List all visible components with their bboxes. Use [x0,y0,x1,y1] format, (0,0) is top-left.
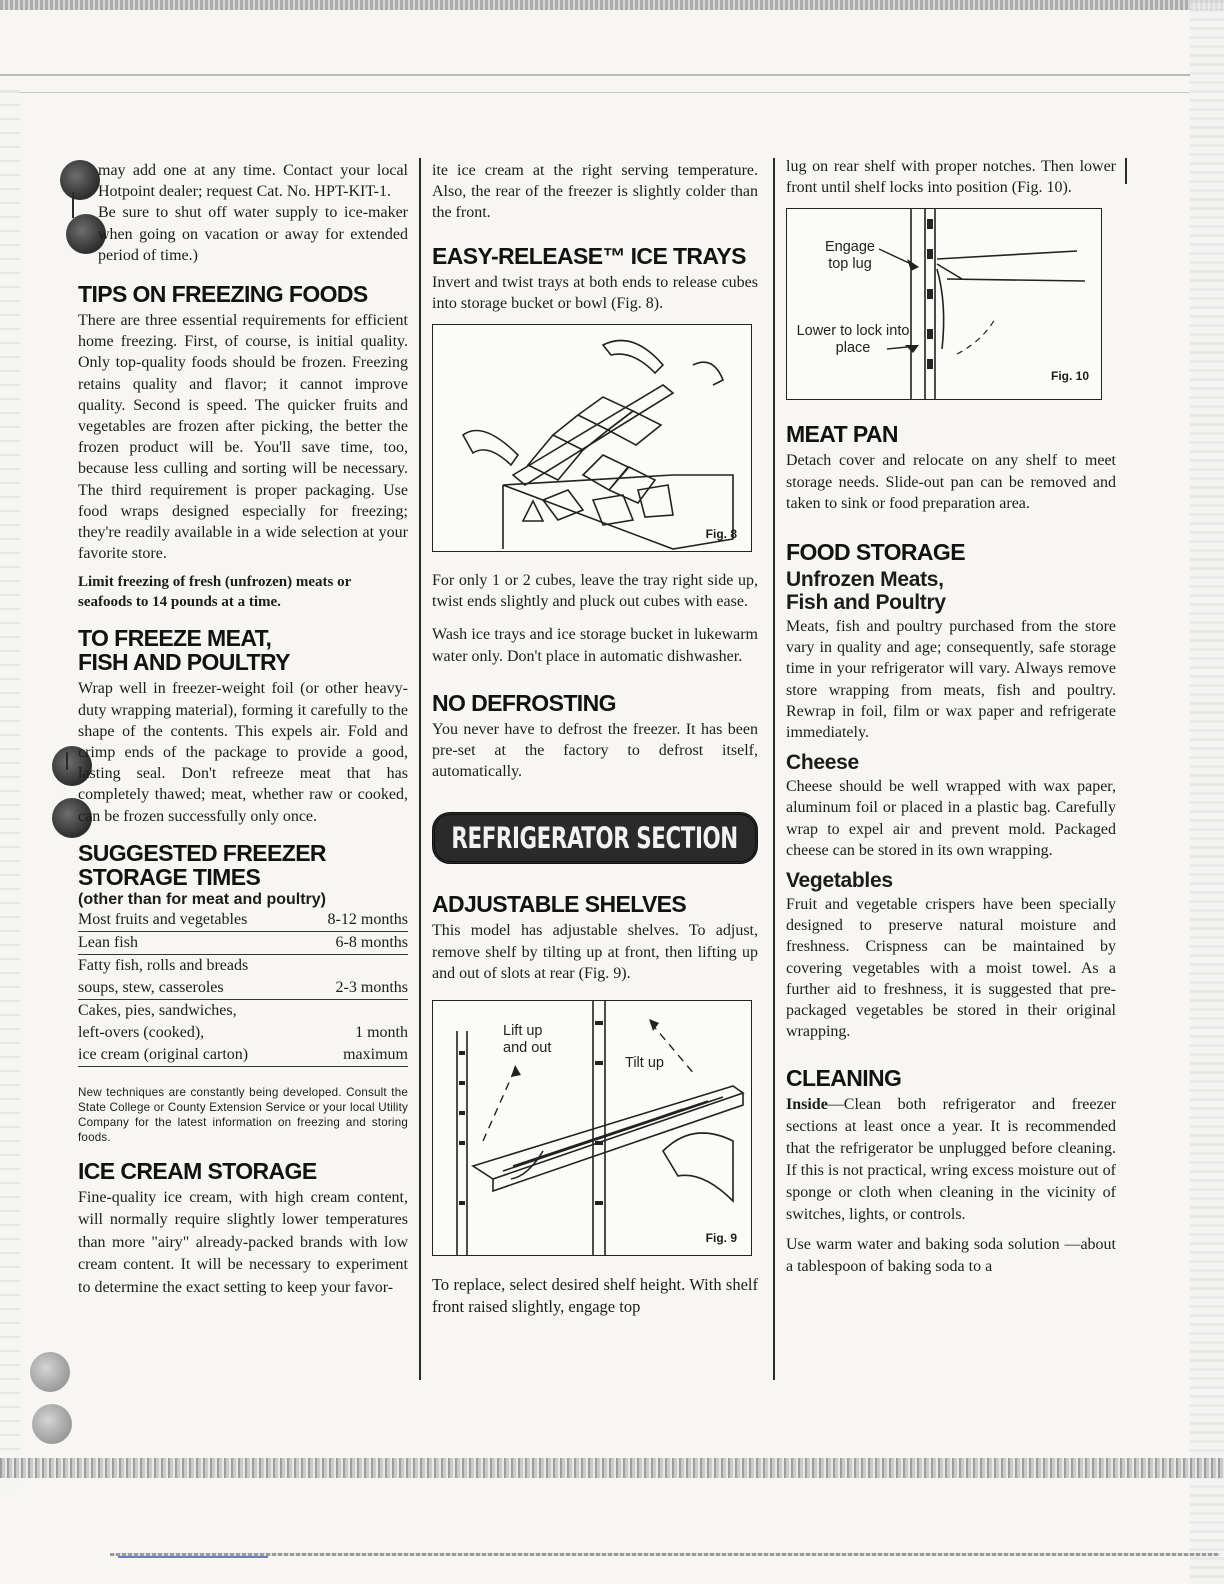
lower-label: Lower to lock into place [796,323,910,357]
column-right [786,156,1116,1278]
table-row [78,1022,408,1044]
table-cell: 2-3 months [302,977,408,1000]
table-row [78,931,408,954]
figure-10 [786,208,1102,400]
section-title-no-defrost: NO DEFROSTING [432,689,616,716]
title-line: Fish and Poultry [786,591,946,615]
binder-line [66,752,68,770]
section-title-meat-pan: MEAT PAN [786,421,898,448]
continued-paragraph: ite ice cream at the right serving temperature. Also, the rear of the freezer is slightly colder than the front. [432,162,758,222]
wash-paragraph: Wash ice trays and ice storage bucket in lukewarm water only. Don't place in automatic dishwasher. [432,626,758,665]
binder-line [72,192,74,218]
table-row [78,954,408,977]
no-defrost-paragraph: You never have to defrost the freezer. It has been pre-set at the factory to defrost itself, automatically. [432,720,758,781]
column-separator [773,158,775,1380]
ice-cream-paragraph: Fine-quality ice cream, with high cream content, will normally require slightly lower temperatures than more "airy" already-packed brands with low cream content. It will be necessary to experiment to determine the exact setting to keep your favor- [78,1188,408,1296]
intro-paragraph: may add one at any time. Contact your local Hotpoint dealer; request Cat. No. HPT-KIT-1. [98,162,408,201]
scan-rule [0,74,1190,76]
soda-paragraph: Use warm water and baking soda solution —about a tablespoon of baking soda to a [786,1236,1116,1276]
section-title-freeze [78,626,408,674]
ice-tray-illustration [433,325,751,551]
title-line: Unfrozen Meats, [786,568,944,592]
figure-8-label: Fig. 8 [705,527,737,542]
table-row [78,977,408,1000]
scan-edge-right [1190,0,1224,1584]
table-row [78,1044,408,1067]
table-cell: 6-8 months [302,931,408,954]
lift-up-label: Lift up and out [503,1023,552,1057]
table-cell: 8-12 months [302,909,408,932]
section-title-cleaning: CLEANING [786,1065,902,1092]
scan-edge-bottom [0,1458,1224,1478]
meat-pan-paragraph: Detach cover and relocate on any shelf to meet storage needs. Slide-out pan can be removed and taken to sink or food preparation area. [786,452,1116,512]
subtitle-vegetables: Vegetables [786,869,893,893]
section-title-food-storage: FOOD STORAGE [786,539,965,566]
column-left [78,160,408,1299]
scan-rule [110,1553,1220,1556]
title-line: STORAGE TIMES [78,863,261,890]
tilt-up-label: Tilt up [625,1055,664,1072]
ice-trays-paragraph: Invert and twist trays at both ends to release cubes into storage bucket or bowl (Fig. 8). [432,273,758,312]
table-cell: Cakes, pies, sandwiches, [78,1001,237,1019]
replace-paragraph: To replace, select desired shelf height. With shelf front raised slightly, engage top [432,1275,758,1317]
continued-paragraph: lug on rear shelf with proper notches. Then lower front until shelf locks into position (Fig. 10). [786,158,1116,197]
banner-text: REFRIGERATOR SECTION [451,821,739,856]
table-row [78,999,408,1022]
cleaning-paragraph [786,1094,1116,1226]
table-row [78,909,408,932]
column-separator [419,158,421,1380]
freeze-paragraph: Wrap well in freezer-weight foil (or other heavy-duty wrapping material), forming it carefully to the shape of the contents. This expels air. Fold and crimp ends of the package to provide a good, lasting seal. Don't refreeze meat that has completely thawed; meat, whether raw or cooked, can be frozen successfully only once. [78,680,408,825]
table-cell: soups, stew, casseroles [78,977,302,1000]
section-title-ice-trays: EASY-RELEASE™ ICE TRAYS [432,242,746,269]
suggested-subtitle: (other than for meat and poultry) [78,890,326,908]
shelves-paragraph: This model has adjustable shelves. To adjust, remove shelf by tilting up at front, then lifting up and out of slots at rear (Fig. 9). [432,922,758,982]
title-line: TO FREEZE MEAT, [78,625,272,652]
subtitle-unfrozen [786,568,1116,614]
table-cell: Fatty fish, rolls and breads [78,956,249,974]
engage-label: Engage top lug [825,239,875,273]
refrigerator-section-banner [432,812,758,864]
table-cell [302,999,408,1022]
column-separator [1125,158,1127,184]
limit-note: Limit freezing of fresh (unfrozen) meats or seafoods to 14 pounds at a time. [78,574,351,611]
binder-hole [32,1404,72,1444]
vegetables-paragraph: Fruit and vegetable crispers have been specially designed to preserve natural moisture and freshness. Crispness can be maintained by covering vegetables with a moist towel. As a further aid to freshness, it is suggested that pre-packaged vegetables be stored in their original wrapping. [786,896,1116,1041]
new-techniques-note: New techniques are constantly being developed. Consult the State College or County Extension Service or your local Utility Company for the latest information on freezing and storing foods. [78,1085,408,1144]
title-line: SUGGESTED FREEZER [78,839,326,866]
figure-10-label: Fig. 10 [1050,369,1089,384]
column-middle [432,160,758,1318]
table-cell: ice cream (original carton) [78,1044,302,1067]
subtitle-cheese: Cheese [786,751,859,775]
table-cell: Lean fish [78,931,302,954]
section-title-shelves: ADJUSTABLE SHELVES [432,891,687,918]
table-cell: Most fruits and vegetables [78,909,302,932]
table-cell: left-overs (cooked), [78,1023,205,1041]
inside-label: Inside [786,1096,828,1114]
scan-mark [118,1556,268,1558]
unfrozen-paragraph: Meats, fish and poultry purchased from the store vary in quality and age; consequently, safe storage time in your refrigerator will vary. Always remove store wrapping from meats, fish and poultry. Rewrap in foil, film or wax paper and refrigerate immediately. [786,618,1116,742]
one-two-cubes-paragraph: For only 1 or 2 cubes, leave the tray right side up, twist ends slightly and pluck out cubes with ease. [432,572,758,611]
binder-hole [30,1352,70,1392]
shelf-tilt-illustration [433,1001,751,1255]
scan-edge-top [0,0,1224,10]
table-cell [302,954,408,977]
table-cell: 1 month [355,1023,408,1041]
section-title-tips: TIPS ON FREEZING FOODS [78,281,368,308]
scan-rule [0,92,1190,93]
intro-paragraph-2: Be sure to shut off water supply to ice-maker when going on vacation or away for extended period of time.) [98,204,408,264]
inside-text: —Clean both refrigerator and freezer sections at least once a year. It is recommended that the refrigerator be unplugged before cleaning. If this is not practical, wring excess moisture out of sponge or cloth when cleaning in the vicinity of switches, lights, or controls. [786,1096,1116,1224]
section-title-ice-cream: ICE CREAM STORAGE [78,1157,317,1184]
figure-8 [432,324,752,552]
cheese-paragraph: Cheese should be well wrapped with wax paper, aluminum foil or placed in a plastic bag. Carefully wrap to expel air and prevent mold. Packaged cheese can be stored in its own wrapping. [786,778,1116,859]
table-cell: maximum [302,1044,408,1067]
section-title-suggested [78,841,408,889]
figure-9 [432,1000,752,1256]
figure-9-label: Fig. 9 [705,1231,737,1246]
storage-times-table [78,909,408,1067]
title-line: FISH AND POULTRY [78,649,290,676]
tips-paragraph: There are three essential requirements for efficient home freezing. First, of course, is initial quality. Only top-quality foods should be frozen. Freezing retains quality and flavor; it cannot improve quality. Second is speed. The quicker fruits and vegetables are frozen after picking, the better the frozen product will be. You'll save time, too, because less culling and sorting will be necessary. The third requirement is proper packaging. Use food wraps designed especially for freezing; they're readily available in a wide selection at your favorite store. [78,312,408,563]
scan-edge-left [0,90,20,1490]
